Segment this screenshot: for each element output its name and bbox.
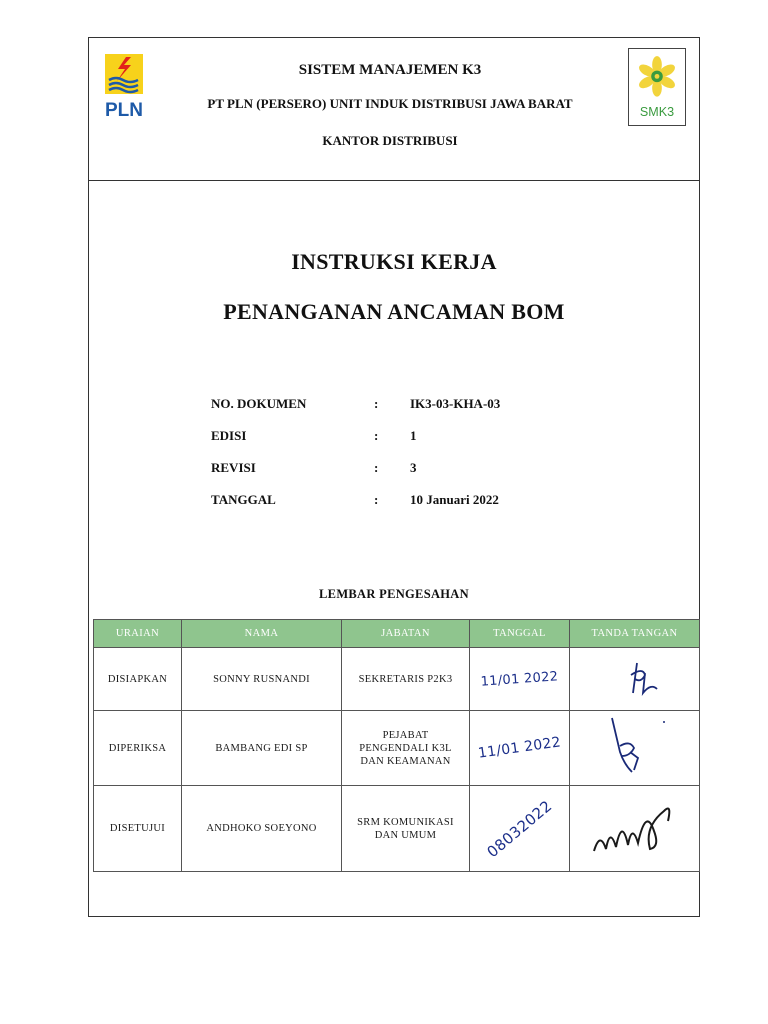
position-line: DAN UMUM bbox=[374, 829, 437, 841]
date-cell bbox=[470, 786, 570, 872]
info-label: REVISI bbox=[211, 460, 256, 475]
info-separator: : bbox=[374, 396, 379, 411]
pln-logo-text: PLN bbox=[105, 100, 143, 121]
position-line: SRM KOMUNIKASI bbox=[357, 816, 454, 828]
name-cell: BAMBANG EDI SP bbox=[182, 711, 342, 786]
system-title: SISTEM MANAJEMEN K3 bbox=[298, 62, 482, 78]
handwritten-date: 11/01 2022 bbox=[480, 668, 559, 690]
signature-cell bbox=[570, 786, 700, 872]
column-header: NAMA bbox=[182, 620, 342, 648]
date-cell bbox=[470, 648, 570, 711]
approval-heading: LEMBAR PENGESAHAN bbox=[319, 587, 469, 601]
role-cell: DISETUJUI bbox=[94, 786, 182, 872]
position-cell bbox=[342, 648, 470, 711]
info-label: EDISI bbox=[211, 428, 247, 443]
date-cell bbox=[470, 711, 570, 786]
name-cell: SONNY RUSNANDI bbox=[182, 648, 342, 711]
handwritten-date: 11/01 2022 bbox=[477, 734, 562, 762]
position-line: PENGENDALI K3L bbox=[359, 742, 452, 754]
handwritten-date: 08032022 bbox=[483, 796, 556, 861]
approval-table bbox=[93, 619, 700, 872]
info-separator: : bbox=[374, 492, 379, 507]
column-header: TANGGAL bbox=[470, 620, 570, 648]
signature bbox=[590, 712, 680, 782]
company-name: PT PLN (PERSERO) UNIT INDUK DISTRIBUSI JAWA BARAT bbox=[207, 96, 573, 111]
info-value: IK3-03-KHA-03 bbox=[410, 396, 501, 411]
position-line: DAN KEAMANAN bbox=[360, 755, 451, 767]
signature-cell bbox=[570, 648, 700, 711]
role-cell: DIPERIKSA bbox=[94, 711, 182, 786]
document-title: INSTRUKSI KERJA bbox=[291, 249, 497, 274]
info-row bbox=[211, 460, 500, 492]
info-value: 10 Januari 2022 bbox=[410, 492, 499, 507]
column-header: TANDA TANGAN bbox=[570, 620, 700, 648]
position-cell bbox=[342, 711, 470, 786]
name-cell: ANDHOKO SOEYONO bbox=[182, 786, 342, 872]
info-label: TANGGAL bbox=[211, 492, 276, 507]
info-value: 1 bbox=[410, 428, 417, 443]
info-row bbox=[211, 492, 500, 524]
info-row bbox=[211, 396, 500, 428]
column-header: JABATAN bbox=[342, 620, 470, 648]
info-separator: : bbox=[374, 460, 379, 475]
table-row bbox=[94, 786, 700, 872]
document-info-table bbox=[211, 396, 500, 524]
table-row bbox=[94, 648, 700, 711]
info-label: NO. DOKUMEN bbox=[211, 396, 307, 411]
role-cell: DISIAPKAN bbox=[94, 648, 182, 711]
column-header: URAIAN bbox=[94, 620, 182, 648]
info-value: 3 bbox=[410, 460, 417, 475]
smk3-logo bbox=[628, 48, 686, 126]
smk3-logo-text: SMK3 bbox=[639, 104, 675, 119]
signature-cell bbox=[570, 711, 700, 786]
pln-logo bbox=[96, 50, 152, 122]
info-separator: : bbox=[374, 428, 379, 443]
info-row bbox=[211, 428, 500, 460]
header-divider bbox=[88, 180, 700, 181]
office-name: KANTOR DISTRIBUSI bbox=[322, 133, 458, 148]
signature bbox=[595, 653, 675, 703]
document-subtitle: PENANGANAN ANCAMAN BOM bbox=[223, 299, 565, 324]
position-cell bbox=[342, 786, 470, 872]
approval-header-row bbox=[94, 620, 700, 648]
signature bbox=[580, 787, 690, 867]
position-line: PEJABAT bbox=[382, 729, 429, 741]
position-line: SEKRETARIS P2K3 bbox=[358, 673, 453, 685]
table-row bbox=[94, 711, 700, 786]
